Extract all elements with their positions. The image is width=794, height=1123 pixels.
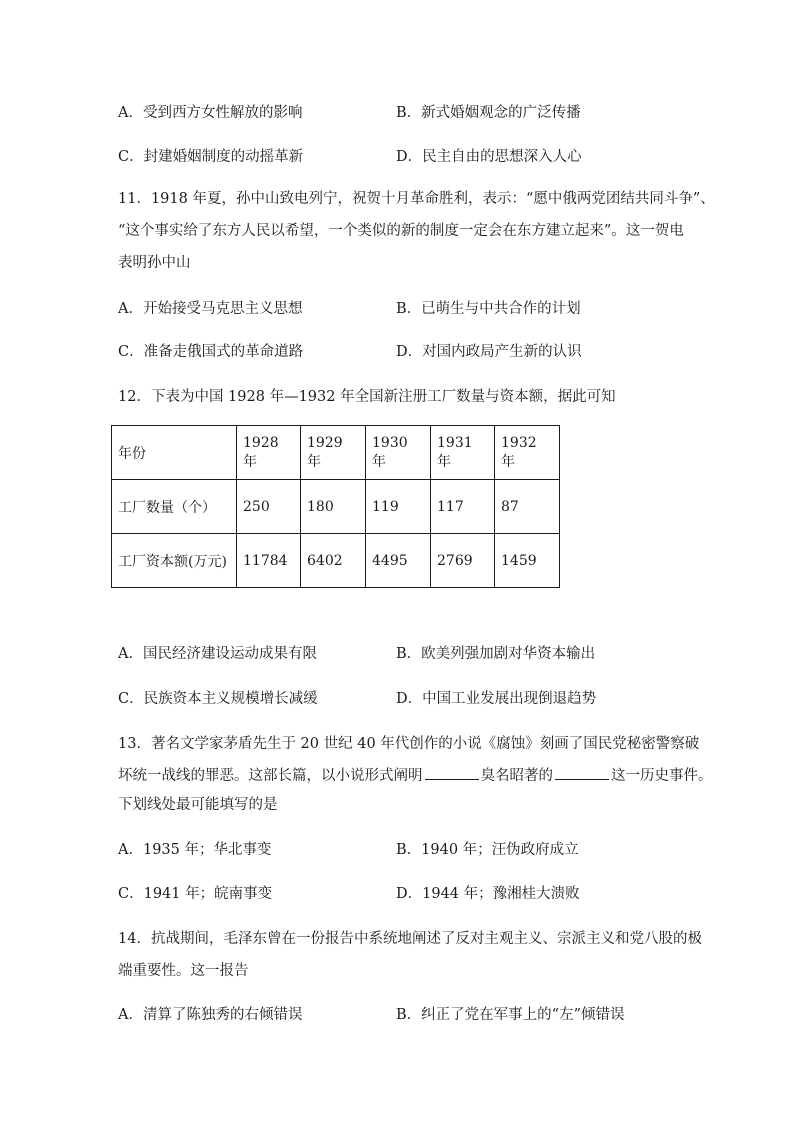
- table-row: [112, 534, 560, 588]
- q13-option-d[interactable]: D．1944 年；豫湘桂大溃败: [396, 886, 580, 902]
- factory-data-table: [111, 425, 560, 588]
- q11-stem-line-1: 11．1918 年夏，孙中山致电列宁，祝贺十月革命胜利，表示：“愿中俄两党团结共同斗争”、: [118, 191, 715, 207]
- table-header-cell: 1928 年: [237, 426, 301, 480]
- table-header-cell: 1931 年: [431, 426, 495, 480]
- q11-option-c[interactable]: C．准备走俄国式的革命道路: [118, 344, 304, 360]
- q14-option-a[interactable]: A．清算了陈独秀的右倾错误: [118, 1007, 303, 1023]
- q12-option-b[interactable]: B．欧美列强加剧对华资本输出: [396, 646, 596, 662]
- q11-option-d[interactable]: D．对国内政局产生新的认识: [396, 344, 582, 360]
- q12-stem: 12．下表为中国 1928 年—1932 年全国新注册工厂数量与资本额，据此可知: [118, 389, 616, 405]
- fill-blank: [425, 765, 479, 780]
- table-header-cell: 1930 年: [366, 426, 431, 480]
- q10-option-b[interactable]: B．新式婚姻观念的广泛传播: [396, 105, 581, 121]
- q14-option-b[interactable]: B．纠正了党在军事上的“左”倾错误: [396, 1007, 625, 1023]
- table-cell: 250: [237, 480, 301, 534]
- table-cell: 工厂资本额(万元): [112, 534, 237, 588]
- q11-option-a[interactable]: A．开始接受马克思主义思想: [118, 301, 303, 317]
- q13-stem-line-1: 13．著名文学家茅盾先生于 20 世纪 40 年代创作的小说《腐蚀》刻画了国民党秘密警察破: [118, 736, 700, 752]
- q13-stem-text: 臭名昭著的: [480, 768, 553, 784]
- table-cell: 119: [366, 480, 431, 534]
- q13-stem-text: 这一历史事件。: [611, 768, 713, 784]
- q12-option-a[interactable]: A．国民经济建设运动成果有限: [118, 646, 317, 662]
- q13-stem-line-2: [118, 765, 713, 786]
- table-header-row: [112, 426, 560, 480]
- q11-option-b[interactable]: B．已萌生与中共合作的计划: [396, 301, 581, 317]
- q14-stem-line-1: 14．抗战期间，毛泽东曾在一份报告中系统地阐述了反对主观主义、宗派主义和党八股的极: [118, 931, 702, 947]
- q13-stem-line-3: 下划线处最可能填写的是: [118, 797, 278, 813]
- q14-stem-line-2: 端重要性。这一报告: [118, 963, 249, 979]
- fill-blank: [555, 765, 609, 780]
- q12-option-d[interactable]: D．中国工业发展出现倒退趋势: [396, 691, 597, 707]
- table-header-cell: 年份: [112, 426, 237, 480]
- table-cell: 180: [301, 480, 366, 534]
- q10-option-d[interactable]: D．民主自由的思想深入人心: [396, 149, 582, 165]
- table-cell: 2769: [431, 534, 495, 588]
- table-cell: 4495: [366, 534, 431, 588]
- table-cell: 6402: [301, 534, 366, 588]
- q11-stem-line-3: 表明孙中山: [118, 255, 191, 271]
- q10-option-a[interactable]: A．受到西方女性解放的影响: [118, 105, 303, 121]
- q13-option-b[interactable]: B．1940 年；汪伪政府成立: [396, 842, 579, 858]
- q11-stem-line-2: “这个事实给了东方人民以希望，一个类似的新的制度一定会在东方建立起来”。这一贺电: [118, 223, 684, 239]
- table-header-cell: 1929 年: [301, 426, 366, 480]
- q13-option-a[interactable]: A．1935 年；华北事变: [118, 842, 272, 858]
- q12-option-c[interactable]: C．民族资本主义规模增长减缓: [118, 691, 318, 707]
- table-row: [112, 480, 560, 534]
- q13-option-c[interactable]: C．1941 年；皖南事变: [118, 886, 273, 902]
- table-header-cell: 1932 年: [495, 426, 560, 480]
- table-cell: 87: [495, 480, 560, 534]
- table-cell: 工厂数量（个）: [112, 480, 237, 534]
- table-cell: 11784: [237, 534, 301, 588]
- q10-option-c[interactable]: C．封建婚姻制度的动摇革新: [118, 149, 304, 165]
- q13-stem-text: 坏统一战线的罪恶。这部长篇，以小说形式阐明: [118, 768, 423, 784]
- table-cell: 1459: [495, 534, 560, 588]
- table-cell: 117: [431, 480, 495, 534]
